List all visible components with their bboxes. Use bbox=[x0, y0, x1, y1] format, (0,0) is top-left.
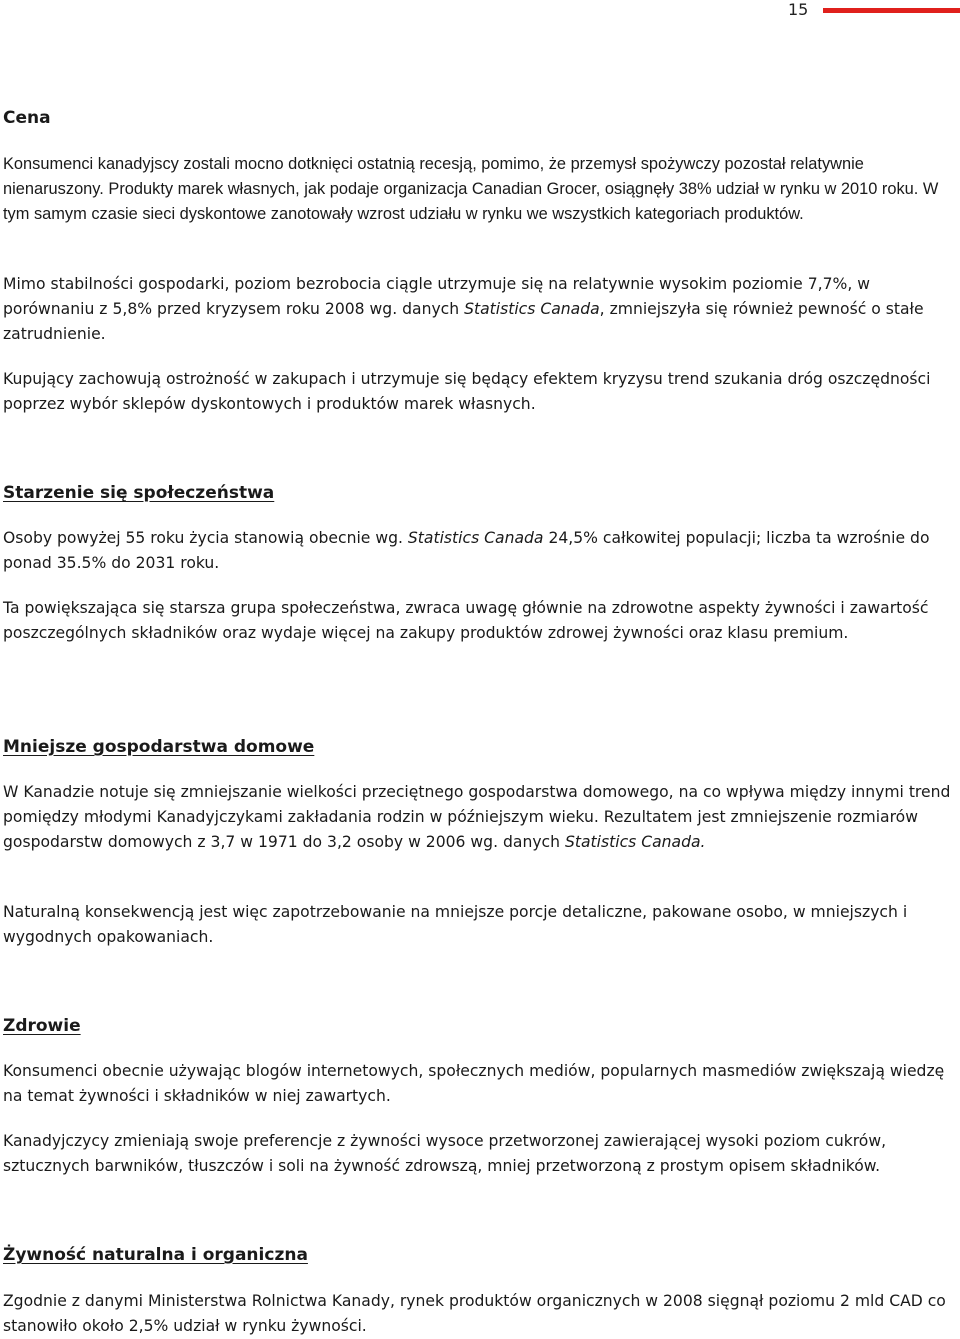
paragraph-cena-1: Konsumenci kanadyjscy zostali mocno dotknięci ostatnią recesją, pomimo, że przemysł spożywczy pozostał relatywnie nienaruszony. Produkty marek własnych, jak podaje organizacja Canadian Grocer, osiągnęły 38% udział w rynku w 2010 roku. W tym samym czasie sieci dyskontowe zanotowały wzrost udziału w rynku we wszystkich kategoriach produktów. bbox=[3, 155, 939, 223]
page-header bbox=[0, 0, 960, 30]
paragraph-text: 24,5% całkowitej populacji; liczba ta wzrośnie do ponad 35.5% do 2031 roku. bbox=[3, 529, 930, 572]
paragraph-text: , zmniejszyła się również pewność o stałe zatrudnienie. bbox=[3, 299, 924, 343]
section-heading-households: Mniejsze gospodarstwa domowe bbox=[3, 737, 315, 757]
paragraph-text: W Kanadzie notuje się zmniejszanie wielkości przeciętnego gospodarstwa domowego, na co wpływa między innymi trend pomiędzy młodymi Kanadyjczykami zakładania rodzin w późniejszym wieku. Rezultatem jest zmniejszenie rozmiarów gospodarstw domowych z 3,7 w 1971 do 3,2 osoby w 2006 wg. danych bbox=[3, 783, 951, 851]
section-heading-organic: Żywność naturalna i organiczna bbox=[3, 1245, 308, 1265]
paragraph-text: Mimo stabilności gospodarki, poziom bezrobocia ciągle utrzymuje się na relatywnie wysokim poziomie 7,7%, w porównaniu z 5,8% przed kryzysem roku 2008 wg. danych bbox=[3, 275, 871, 318]
source-name: Statistics Canada. bbox=[564, 832, 706, 851]
paragraph-cena-3: Kupujący zachowują ostrożność w zakupach i utrzymuje się będący efektem kryzysu trend szukania dróg oszczędności poprzez wybór sklepów dyskontowych i produktów marek własnych. bbox=[3, 370, 931, 413]
paragraph-aging-2: Ta powiększająca się starsza grupa społeczeństwa, zwraca uwagę głównie na zdrowotne aspekty żywności i zawartość poszczególnych składników oraz wydaje więcej na zakupy produktów zdrowej żywności oraz klasu premium. bbox=[3, 599, 929, 642]
paragraph-households-1 bbox=[3, 780, 953, 854]
paragraph-households-2: Naturalną konsekwencją jest więc zapotrzebowanie na mniejsze porcje detaliczne, pakowane osobo, w mniejszych i wygodnych opakowaniach. bbox=[3, 903, 908, 946]
paragraph-health-1: Konsumenci obecnie używając blogów internetowych, społecznych mediów, popularnych masmediów zwiększają wiedzę na temat żywności i składników w niej zawartych. bbox=[3, 1062, 945, 1105]
source-name: Statistics Canada bbox=[464, 299, 600, 318]
section-heading-aging: Starzenie się społeczeństwa bbox=[3, 483, 275, 503]
section-heading-health: Zdrowie bbox=[3, 1016, 81, 1036]
paragraph-health-2: Kanadyjczycy zmieniają swoje preferencje z żywności wysoce przetworzonej zawierającej wysoki poziom cukrów, sztucznych barwników, tłuszczów i soli na żywność zdrowszą, mniej przetworzoną z prostym opisem składników. bbox=[3, 1132, 887, 1175]
paragraph-cena-2 bbox=[3, 272, 953, 346]
section-heading-cena: Cena bbox=[3, 108, 51, 128]
header-accent-rule bbox=[823, 8, 960, 13]
page-number: 15 bbox=[788, 0, 809, 19]
source-name: Statistics Canada bbox=[407, 529, 544, 547]
paragraph-text: Osoby powyżej 55 roku życia stanowią obecnie wg. bbox=[3, 529, 408, 547]
paragraph-organic-1: Zgodnie z danymi Ministerstwa Rolnictwa Kanady, rynek produktów organicznych w 2008 sięgnął poziomu 2 mld CAD co stanowiło około 2,5% udział w rynku żywności. bbox=[3, 1292, 946, 1335]
paragraph-aging-1 bbox=[3, 526, 953, 576]
